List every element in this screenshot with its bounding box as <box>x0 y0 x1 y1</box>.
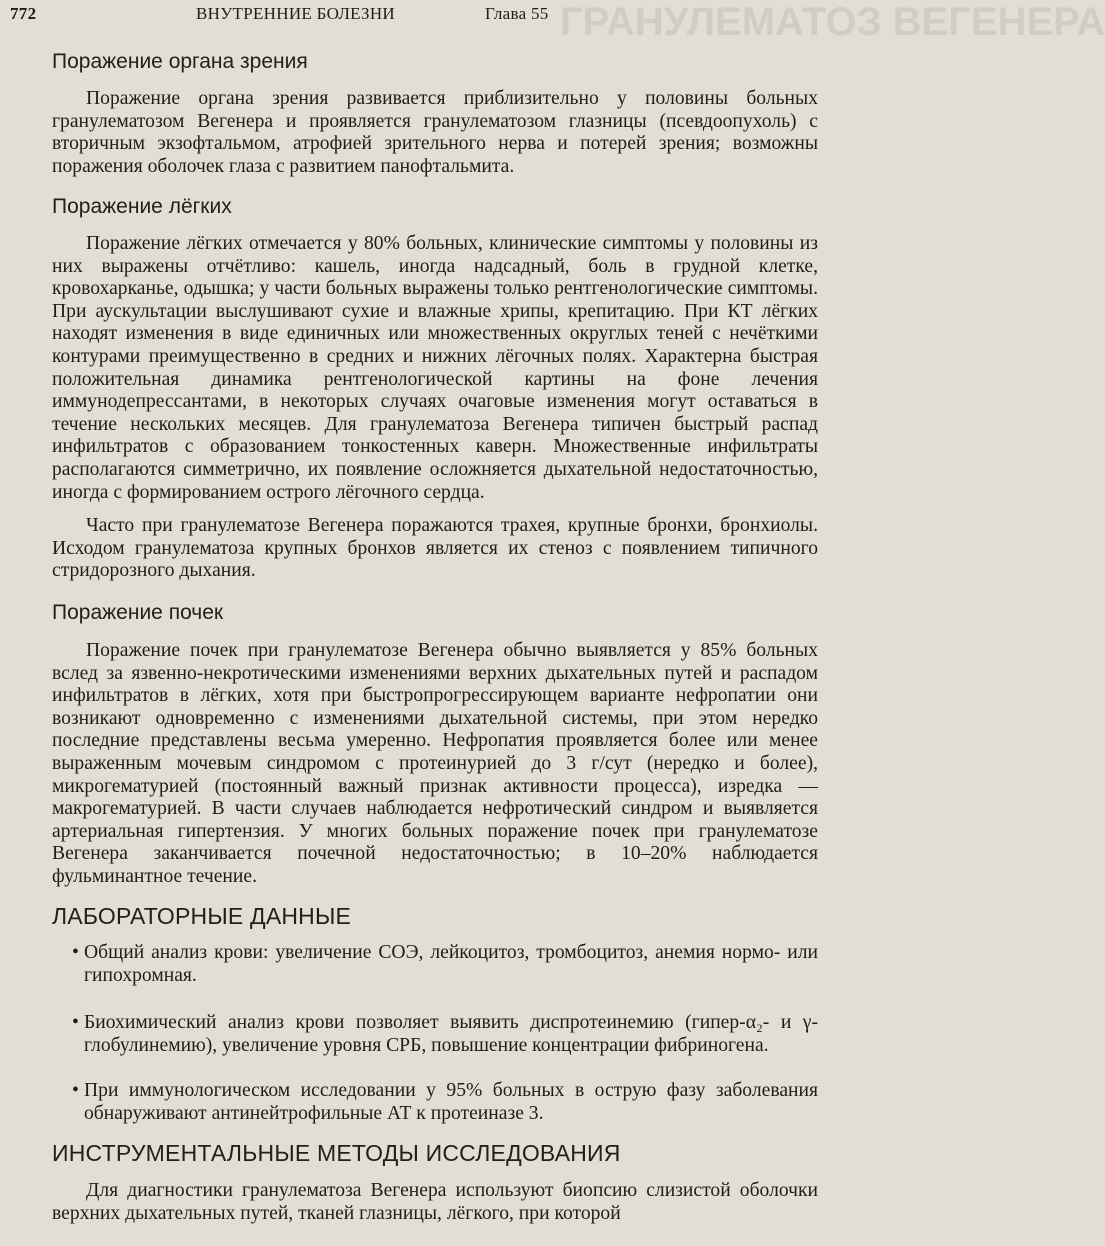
bullet-dot-icon: • <box>72 942 79 963</box>
section-heading-lungs: Поражение лёгких <box>52 195 232 218</box>
bullet-dot-icon: • <box>72 1012 79 1033</box>
section-heading-eye: Поражение органа зрения <box>52 50 308 73</box>
lab-item-text: При иммунологическом исследовании у 95% больных в острую фазу заболевания обнаруживают антинейтрофильные АТ к протеиназе 3. <box>84 1080 818 1124</box>
chapter-label: Глава 55 <box>485 4 549 23</box>
instrumental-heading: ИНСТРУМЕНТАЛЬНЫЕ МЕТОДЫ ИССЛЕДОВАНИЯ <box>52 1140 621 1166</box>
paragraph-lungs-1: Поражение лёгких отмечается у 80% больных, клинические симптомы у половины из них выражены отчётливо: кашель, иногда надсадный, боль в грудной клетке, кровохарканье, одышка; у части больных выражены только рентгенологические симптомы. При аускультации выслушивают сухие и влажные хрипы, крепитацию. При КТ лёгких находят изменения в виде единичных или множественных округлых теней с нечёткими контурами преимущественно в средних и нижних лёгочных полях. Характерна быстрая положительная динамика рентгенологической картины на фоне лечения иммунодепрессантами, в некоторых случаях очаговые изменения могут оставаться в течение нескольких месяцев. Для гранулематоза Вегенера типичен быстрый распад инфильтратов с образованием тонкостенных каверн. Множественные инфильтраты располагаются симметрично, их появление осложняется дыхательной недостаточностью, иногда с формированием острого лёгочного сердца. <box>52 233 818 503</box>
paragraph-lungs-2: Часто при гранулематозе Вегенера поражаются трахея, крупные бронхи, бронхиолы. Исходом гранулематоза крупных бронхов является их стеноз с появлением типичного стридорозного дыхания. <box>52 515 818 582</box>
paragraph-kidneys: Поражение почек при гранулематозе Вегенера обычно выявляется у 85% больных вслед за язвенно-некротическими изменениями верхних дыхательных путей и распадом инфильтратов в лёгких, хотя при быстропрогрессирующем варианте нефропатии они возникают одновременно с изменениями дыхательной системы, при этом нередко последние представлены весьма умеренно. Нефропатия проявляется более или менее выраженным мочевым синдромом с протеинурией до 3 г/сут (нередко и более), микрогематурией (постоянный важный признак активности процесса), изредка — макрогематурией. В части случаев наблюдается нефротический синдром и выявляется артериальная гипертензия. У многих больных поражение почек при гранулематозе Вегенера заканчивается почечной недостаточностью; в 10–20% наблюдается фульминантное течение. <box>52 640 818 887</box>
lab-item-text: Общий анализ крови: увеличение СОЭ, лейкоцитоз, тромбоцитоз, анемия нормо- или гипохромная. <box>84 942 818 986</box>
bleed-through-title: ГРАНУЛЕМАТОЗ ВЕГЕНЕРА <box>560 0 1105 44</box>
running-header <box>10 2 818 28</box>
paragraph-eye: Поражение органа зрения развивается приблизительно у половины больных гранулематозом Вегенера и проявляется гранулематозом глазницы (псевдоопухоль) с вторичным экзофтальмом, атрофией зрительного нерва и потерей зрения; возможны поражения оболочек глаза с развитием панофтальмита. <box>52 88 818 177</box>
running-title: ВНУТРЕННИЕ БОЛЕЗНИ <box>196 4 396 23</box>
section-heading-kidneys: Поражение почек <box>52 601 224 624</box>
lab-list-item <box>72 942 818 987</box>
lab-item-text: Биохимический анализ крови позволяет выявить диспротеинемию (гипер-α₂- и γ-глобулинемию), увеличение уровня СРБ, повышение концентрации фибриногена. <box>84 1012 818 1056</box>
bullet-dot-icon: • <box>72 1080 79 1101</box>
lab-list-item <box>72 1012 818 1057</box>
lab-list-item <box>72 1080 818 1125</box>
paragraph-instrumental: Для диагностики гранулематоза Вегенера используют биопсию слизистой оболочки верхних дыхательных путей, тканей глазницы, лёгкого, при которой <box>52 1180 818 1224</box>
page-number: 772 <box>10 4 37 23</box>
lab-heading: ЛАБОРАТОРНЫЕ ДАННЫЕ <box>52 903 352 929</box>
